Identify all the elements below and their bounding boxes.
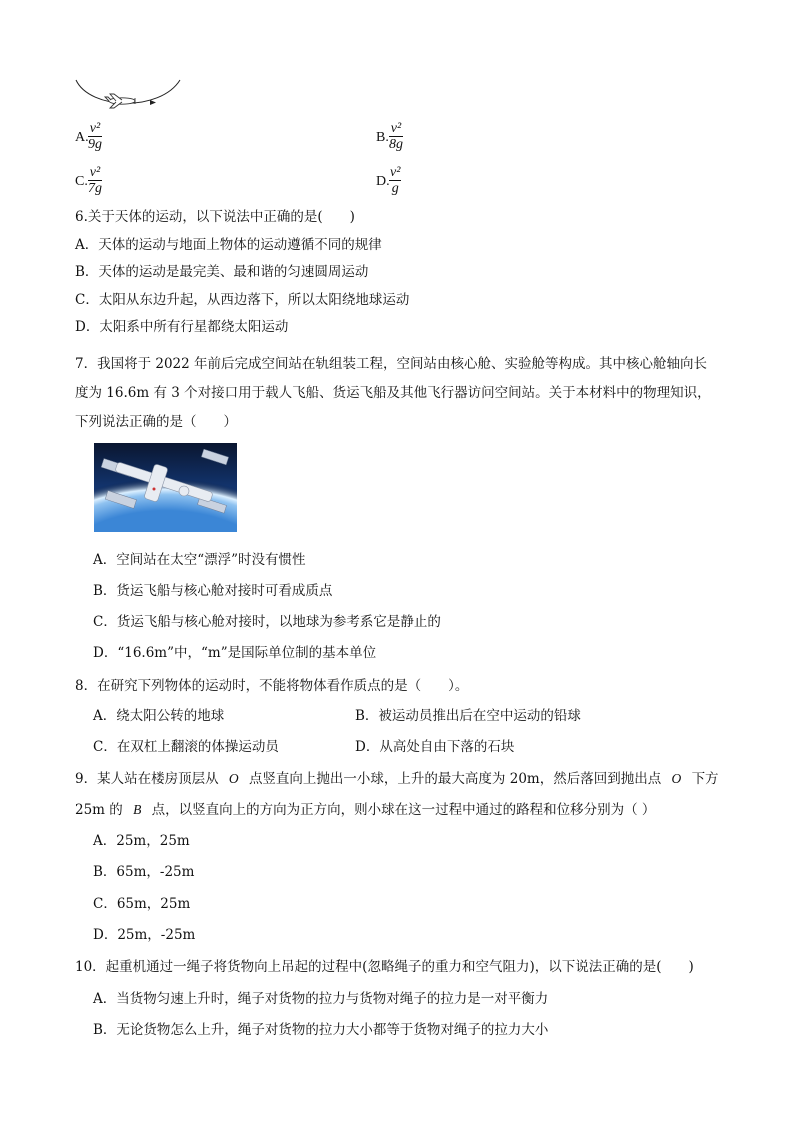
option-letter: D. (376, 174, 390, 189)
numerator: v² (390, 165, 401, 180)
space-station-photo (94, 443, 237, 532)
option-a: A．25m，25m (93, 833, 190, 849)
denominator: 9g (88, 137, 102, 152)
denominator: 8g (389, 137, 403, 152)
point-b: B (133, 802, 142, 817)
option-letter: A. (75, 130, 89, 145)
option-b: B．被运动员推出后在空中运动的铅球 (355, 708, 581, 724)
question-stem-line (75, 798, 655, 818)
stem-text: 点，以竖直向上的方向为正方向，则小球在这一过程中通过的路程和位移分别为（ ） (151, 802, 656, 818)
stem-text: 点竖直向上抛出一小球，上升的最大高度为 20m，然后落回到抛出点 (248, 771, 662, 787)
option-a: A．当货物匀速上升时，绳子对货物的拉力与货物对绳子的拉力是一对平衡力 (93, 991, 549, 1007)
fraction (88, 121, 102, 153)
option-a: A．天体的运动与地面上物体的运动遵循不同的规律 (75, 237, 382, 253)
option-letter: B. (376, 130, 389, 145)
option-c: C．65m，25m (93, 896, 191, 912)
question-stem-line: 度为 16.6m 有 3 个对接口用于载人飞船、货运飞船及其他飞行器访问空间站。关于本材料中的物理知识， (75, 385, 711, 401)
stem-text: 9．某人站在楼房顶层从 (75, 771, 219, 787)
question-stem: 8．在研究下列物体的运动时，不能将物体看作质点的是（ ）。 (75, 678, 469, 694)
point-o: O (228, 771, 239, 786)
option-c: C．太阳从东边升起，从西边落下，所以太阳绕地球运动 (75, 292, 410, 308)
question-stem: 10．起重机通过一绳子将货物向上吊起的过程中(忽略绳子的重力和空气阻力)，以下说法正确的是( ) (75, 959, 694, 975)
numerator: v² (390, 121, 402, 136)
denominator: g (391, 181, 399, 196)
question-stem-line: 7．我国将于 2022 年前后完成空间站在轨组装工程，空间站由核心舱、实验舱等构成。其中核心舱轴向长 (75, 356, 708, 372)
stem-text: 25m 的 (75, 802, 123, 818)
option-d: D．25m，-25m (93, 927, 196, 943)
option-a: A．绕太阳公转的地球 (93, 708, 225, 724)
option-b: B．65m，-25m (93, 864, 195, 880)
question-stem-line: 下列说法正确的是（ ） (75, 414, 237, 430)
option-a: A．空间站在太空“漂浮”时没有惯性 (93, 552, 306, 568)
option-b: B．无论货物怎么上升，绳子对货物的拉力大小都等于货物对绳子的拉力大小 (93, 1022, 549, 1038)
numerator: v² (89, 121, 101, 136)
option-c: C．货运飞船与核心舱对接时，以地球为参考系它是静止的 (93, 614, 441, 630)
option-c: C．在双杠上翻滚的体操运动员 (93, 739, 279, 755)
numerator: v² (89, 165, 101, 180)
option-d: D．太阳系中所有行星都绕太阳运动 (75, 319, 289, 335)
option-b: B．货运飞船与核心舱对接时可看成质点 (93, 583, 333, 599)
point-o: O (671, 771, 682, 786)
option-d: D．从高处自由下落的石块 (355, 739, 515, 755)
denominator: 7g (88, 181, 102, 196)
question-stem-line (75, 767, 719, 787)
plane-arc-figure (70, 72, 185, 112)
stem-text: 下方 (691, 771, 719, 787)
option-d: D．“16.6m”中，“m”是国际单位制的基本单位 (93, 645, 377, 661)
fraction (88, 165, 102, 197)
fraction (389, 121, 403, 153)
option-letter: C. (75, 174, 88, 189)
fraction (389, 165, 401, 197)
option-b: B．天体的运动是最完美、最和谐的匀速圆周运动 (75, 264, 369, 280)
question-stem: 6.关于天体的运动，以下说法中正确的是( ) (75, 209, 355, 225)
